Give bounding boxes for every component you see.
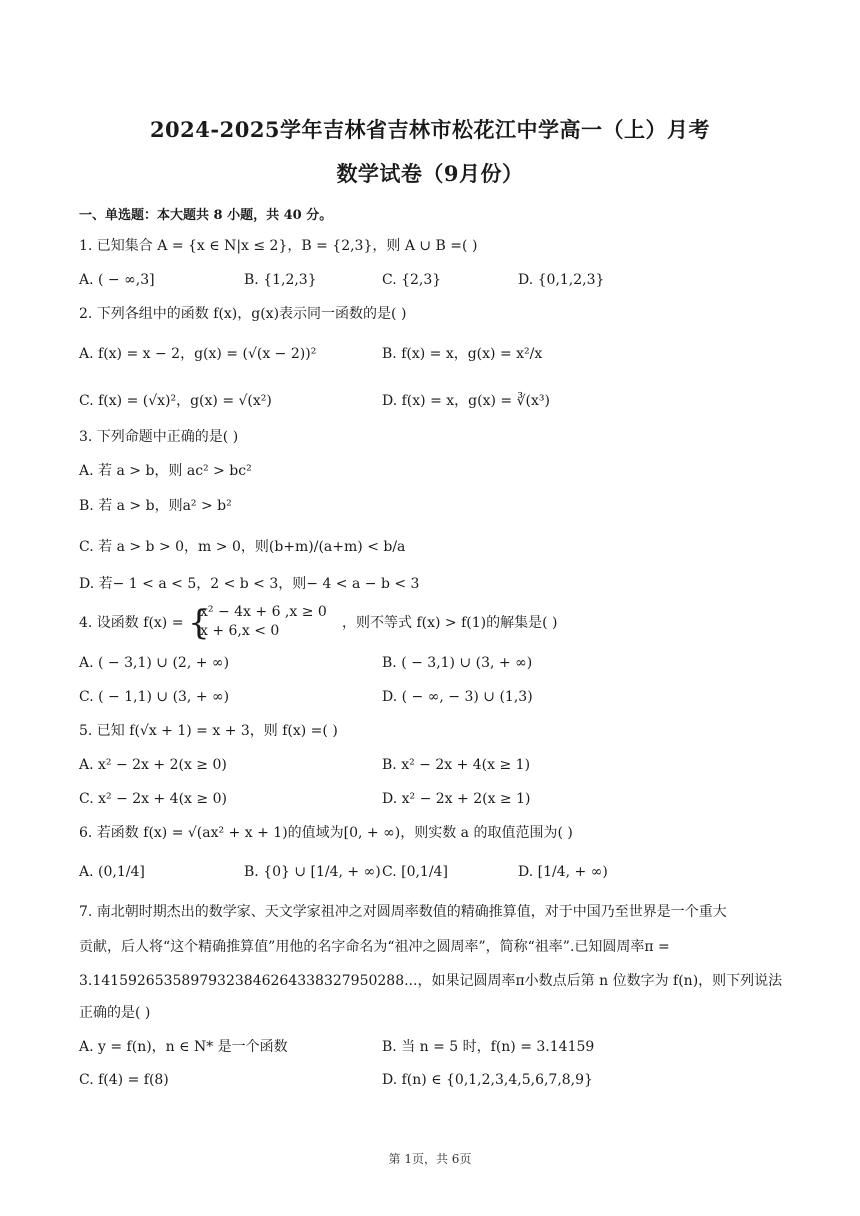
q6-option-a: A. (0,1/4] [79,864,145,880]
q4-option-c: C. ( − 1,1) ∪ (3, + ∞) [79,689,230,705]
q7-option-d: D. f(n) ∈ {0,1,2,3,4,5,6,7,8,9} [382,1072,593,1088]
q2-option-b: B. f(x) = x，g(x) = x²/x [382,346,543,362]
q7-option-b: B. 当 n = 5 时，f(n) = 3.14159 [382,1039,595,1055]
q1-option-d: D. {0,1,2,3} [518,272,605,288]
page-footer: 第 1页，共 6页 [388,1152,472,1166]
question-7-line-2: 贡献，后人将“这个精确推算值”用他的名字命名为“祖冲之圆周率”，简称“祖率”.已知圆周率π = [79,939,670,955]
q6-option-c: C. [0,1/4] [382,864,448,880]
q2-option-c: C. f(x) = (√x)²，g(x) = √(x²) [79,393,272,409]
question-7-line-1: 7. 南北朝时期杰出的数学家、天文学家祖冲之对圆周率数值的精确推算值，对于中国乃至世界是一个重大 [79,904,727,920]
question-4-stem-pre: 4. 设函数 f(x) = [79,615,184,631]
q4-option-b: B. ( − 3,1) ∪ (3, + ∞) [382,655,533,671]
q3-option-a: A. 若 a > b，则 ac² > bc² [79,463,252,479]
question-2-stem: 2. 下列各组中的函数 f(x)，g(x)表示同一函数的是( ) [79,306,407,322]
q5-option-c: C. x² − 2x + 4(x ≥ 0) [79,791,227,807]
q3-option-b: B. 若 a > b，则a² > b² [79,498,232,514]
section-heading: 一、单选题：本大题共 8 小题，共 40 分。 [79,208,333,223]
q5-option-b: B. x² − 2x + 4(x ≥ 1) [382,757,531,773]
q1-option-b: B. {1,2,3} [244,272,317,288]
q6-option-d: D. [1/4, + ∞) [518,864,608,880]
q4-option-a: A. ( − 3,1) ∪ (2, + ∞) [79,655,230,671]
question-7-line-4: 正确的是( ) [79,1005,151,1021]
q1-option-a: A. ( − ∞,3] [79,272,155,288]
q3-option-d: D. 若− 1 < a < 5，2 < b < 3，则− 4 < a − b < 3 [79,576,420,592]
question-7-line-3: 3.1415926535897932384626433832795028​8...，如果记圆周率π小数点后第 n 位数字为 f(n)，则下列说法 [79,973,783,989]
piecewise-brace: { [188,603,210,643]
q7-option-a: A. y = f(n)，n ∈ N* 是一个函数 [79,1039,288,1055]
q4-case-1: x² − 4x + 6 ,x ≥ 0 [200,604,327,620]
question-6-stem: 6. 若函数 f(x) = √(ax² + x + 1)的值域为[0, + ∞)，则实数 a 的取值范围为( ) [79,825,573,841]
q7-option-c: C. f(4) = f(8) [79,1072,169,1088]
question-1-stem: 1. 已知集合 A = {x ∈ N|x ≤ 2}，B = {2,3}，则 A ∪ B =( ) [79,238,478,254]
q1-option-c: C. {2,3} [382,272,442,288]
q5-option-a: A. x² − 2x + 2(x ≥ 0) [79,757,227,773]
q5-option-d: D. x² − 2x + 2(x ≥ 1) [382,791,531,807]
exam-title: 2024-2025学年吉林省吉林市松花江中学高一（上）月考 [149,117,711,142]
question-4-stem-post: ，则不等式 f(x) > f(1)的解集是( ) [342,615,558,631]
exam-subtitle: 数学试卷（9月份） [336,161,524,186]
q2-option-d: D. f(x) = x，g(x) = ∛(x³) [382,393,550,409]
q4-option-d: D. ( − ∞, − 3) ∪ (1,3) [382,689,533,705]
q6-option-b: B. {0} ∪ [1/4, + ∞) [244,864,381,880]
q2-option-a: A. f(x) = x − 2，g(x) = (√(x − 2))² [79,346,317,362]
question-3-stem: 3. 下列命题中正确的是( ) [79,429,239,445]
question-5-stem: 5. 已知 f(√x + 1) = x + 3，则 f(x) =( ) [79,723,338,739]
q4-case-2: x + 6,x < 0 [200,623,280,639]
q3-option-c: C. 若 a > b > 0，m > 0，则(b+m)/(a+m) < b/a [79,539,406,555]
